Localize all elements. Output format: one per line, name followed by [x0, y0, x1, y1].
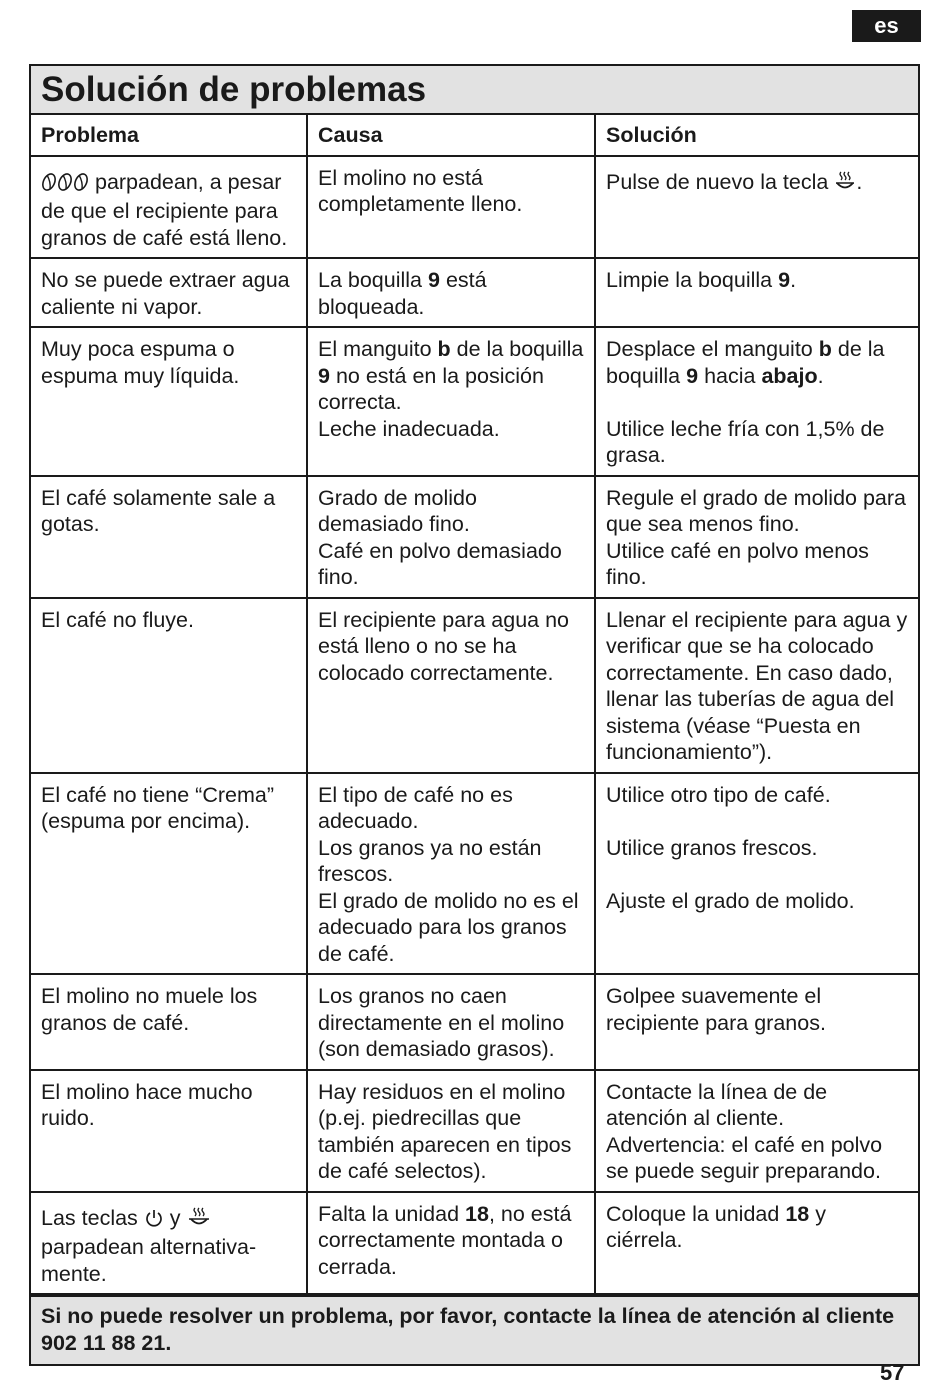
part-number: 18: [465, 1201, 489, 1226]
direction-word: abajo: [761, 363, 818, 388]
cause-text: está bloqueada.: [318, 268, 487, 319]
cause-text: Leche inadecuada.: [318, 416, 500, 441]
cause-text: Grado de molido demasiado fino.: [318, 485, 477, 536]
bean-icon: [41, 172, 57, 199]
solution-text: .: [790, 268, 797, 292]
solution-text: Desplace el manguito: [606, 337, 813, 361]
table-row: [31, 476, 918, 598]
cause-cell: [307, 258, 595, 327]
problem-text: parpadean, a pesar de que el recipiente para granos de café está lleno.: [41, 169, 288, 250]
part-number: 9: [778, 268, 791, 292]
solution-text: .: [817, 363, 824, 388]
problem-cell: Muy poca espuma o espuma muy líquida.: [31, 327, 307, 476]
solution-cell: [595, 327, 918, 476]
problem-cell: [31, 1192, 307, 1295]
table-row: [31, 974, 918, 1070]
problem-cell: El café no tiene “Crema” (espuma por encima).: [31, 773, 307, 975]
cause-text: , no está correctamente montada o cerrada.: [318, 1201, 572, 1279]
solution-cell: Golpee suavemente el recipiente para granos.: [595, 974, 918, 1070]
table-row: [31, 1192, 918, 1295]
solution-text: Utilice leche fría con 1,5% de grasa.: [606, 416, 885, 467]
cause-text: El tipo de café no es adecuado.: [318, 782, 513, 833]
solution-cell: [595, 156, 918, 259]
solution-text: Advertencia: el café en polvo se puede seguir preparando.: [606, 1132, 883, 1183]
cause-text: La boquilla: [318, 268, 423, 292]
solution-text: Regule el grado de molido para que sea menos fino.: [606, 485, 907, 536]
support-footer: Si no puede resolver un problema, por favor, contacte la línea de atención al cliente 902 11 88 21.: [31, 1295, 918, 1364]
troubleshooting-table: [31, 115, 918, 1295]
table-header-row: [31, 115, 918, 156]
solution-cell: [595, 1192, 918, 1295]
cause-cell: [307, 476, 595, 598]
power-icon: [144, 1208, 164, 1235]
solution-text: Utilice otro tipo de café.: [606, 782, 831, 807]
solution-text: Utilice café en polvo menos fino.: [606, 538, 869, 589]
part-number: 9: [318, 363, 330, 388]
cause-cell: [307, 1192, 595, 1295]
language-tag: es: [852, 10, 921, 42]
steam-cup-icon: [834, 170, 856, 199]
solution-text: hacia: [704, 363, 756, 388]
page-title: Solución de problemas: [31, 66, 918, 115]
problem-cell: [31, 156, 307, 259]
solution-text: Coloque la unidad: [606, 1201, 780, 1226]
cause-text: de la boquilla: [456, 337, 584, 361]
solution-text: Limpie la boquilla: [606, 268, 773, 292]
part-letter: b: [437, 337, 451, 361]
cause-text: El manguito: [318, 337, 432, 361]
table-row: [31, 327, 918, 476]
problem-cell: El café solamente sale a gotas.: [31, 476, 307, 598]
solution-cell: Llenar el recipiente para agua y verificar que se ha colocado correctamente. En caso dado, llenar las tuberías de agua del sistema (véase “Puesta en funcionamiento”).: [595, 598, 918, 773]
header-solution: Solución: [595, 115, 918, 156]
part-number: 9: [428, 268, 440, 292]
solution-text: Pulse de nuevo la tecla: [606, 169, 829, 194]
problem-text: y: [169, 1205, 181, 1230]
steam-cup-icon: [187, 1206, 211, 1235]
cause-cell: El recipiente para agua no está lleno o no se ha colocado correctamente.: [307, 598, 595, 773]
part-letter: b: [818, 337, 832, 361]
solution-text: Utilice granos frescos.: [606, 835, 818, 860]
cause-text: Falta la unidad: [318, 1201, 460, 1226]
table-row: [31, 258, 918, 327]
cause-text: no está en la posición correcta.: [318, 363, 544, 414]
troubleshooting-frame: [29, 64, 920, 1366]
table-row: [31, 1070, 918, 1192]
solution-text: Ajuste el grado de molido.: [606, 888, 855, 913]
cause-cell: Los granos no caen directamente en el molino (son demasiado grasos).: [307, 974, 595, 1070]
solution-cell: [595, 258, 918, 327]
solution-text: y ciérrela.: [606, 1201, 826, 1252]
header-cause: Causa: [307, 115, 595, 156]
solution-cell: [595, 1070, 918, 1192]
problem-text: Las teclas: [41, 1205, 138, 1230]
solution-text-end: .: [856, 169, 863, 194]
cause-cell: [307, 327, 595, 476]
cause-cell: [307, 773, 595, 975]
problem-cell: El molino no muele los granos de café.: [31, 974, 307, 1070]
cause-text: El grado de molido no es el adecuado para los granos de café.: [318, 888, 579, 966]
part-number: 18: [785, 1201, 810, 1226]
problem-text: parpadean alternativa-mente.: [41, 1235, 257, 1286]
bean-icon: [57, 172, 73, 199]
cause-text: Café en polvo demasiado fino.: [318, 538, 562, 589]
solution-text: Contacte la línea de de atención al cliente.: [606, 1079, 828, 1130]
table-row: [31, 773, 918, 975]
problem-cell: El café no fluye.: [31, 598, 307, 773]
cause-text: Los granos ya no están frescos.: [318, 835, 542, 886]
solution-cell: [595, 476, 918, 598]
cause-cell: Hay residuos en el molino (p.ej. piedrecillas que también aparecen en tipos de café selectos).: [307, 1070, 595, 1192]
problem-cell: El molino hace mucho ruido.: [31, 1070, 307, 1192]
bean-icon: [73, 172, 89, 199]
problem-cell: No se puede extraer agua caliente ni vapor.: [31, 258, 307, 327]
part-number: 9: [686, 363, 699, 388]
table-row: [31, 156, 918, 259]
table-row: [31, 598, 918, 773]
page-number: 57: [880, 1360, 905, 1385]
header-problem: Problema: [31, 115, 307, 156]
cause-cell: El molino no está completamente lleno.: [307, 156, 595, 259]
solution-cell: [595, 773, 918, 975]
solution-text: de la boquilla: [606, 337, 885, 388]
